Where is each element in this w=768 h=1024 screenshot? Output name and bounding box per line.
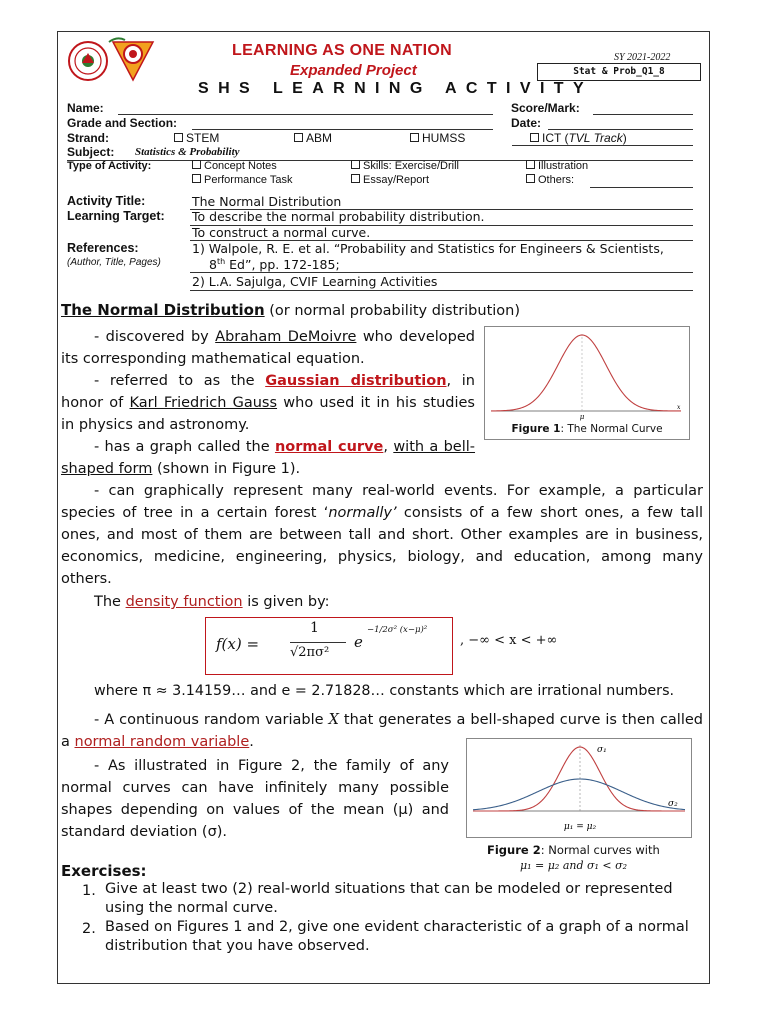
paragraph-normal-random-variable: - A continuous random variable X that generates a bell-shaped curve is then called a normal random variable. [61,712,703,750]
density-formula [205,617,453,675]
name-label: Name: [67,101,104,115]
grade-section-field[interactable] [192,129,493,130]
date-label: Date: [511,116,542,130]
score-field[interactable] [593,114,693,115]
paragraph-real-world: - can graphically represent many real-world events. For example, a particular species of tree in a certain forest ‘normally’ consists of a few short ones, a few tall ones, and most of them are between tall and short. Other examples are in business, economics, medicine, engineering, physics, biology, and education, among many others. [61,483,703,587]
sigma-1-label: σ₁ [597,745,607,755]
figure-2-caption: Figure 2: Normal curves with [487,843,660,857]
figure-2 [466,738,692,838]
paragraph-discovered: - discovered by Abraham DeMoivre who developed its corresponding mathematical equation. [61,329,476,367]
density-intro: The density function is given by: [94,594,330,610]
checkbox-icon [410,133,419,142]
formula-denominator: √2πσ² [290,645,330,660]
activity-title: The Normal Distribution [192,194,342,209]
reference-1-line-1: 1) Walpole, R. E. et al. “Probability and Statistics for Engineers & Scientists, [192,241,664,256]
x-label: x [677,404,681,411]
learning-target-label: Learning Target: [67,209,165,223]
exercise-number: 1. [82,883,96,899]
sigma-2-label: σ₂ [668,799,678,809]
learning-target-2: To construct a normal curve. [192,225,371,240]
main-title: SHS LEARNING ACTIVITY [198,80,594,97]
references-label: References: [67,241,139,255]
formula-domain: , −∞ < x < +∞ [460,633,558,648]
exercise-item: Give at least two (2) real-world situations that can be modeled or represented using the normal curve. [105,881,673,916]
score-label: Score/Mark: [511,101,580,115]
checkbox-icon [526,174,535,183]
date-field[interactable] [548,129,693,130]
activity-code: Stat & Prob_Q1_8 [537,63,701,81]
division-logo-icon [107,36,159,82]
others-field[interactable] [590,187,693,188]
formula-exponent: −1/2σ² (x−μ)² [367,625,428,635]
references-note: (Author, Title, Pages) [67,257,161,268]
reference-2: 2) L.A. Sajulga, CVIF Learning Activities [192,274,438,289]
strand-underline [512,145,693,146]
strand-abm[interactable]: ABM [294,131,332,145]
strand-stem[interactable]: STEM [174,131,219,145]
two-normal-curves-graph [467,739,691,837]
strand-label: Strand: [67,131,109,145]
reference-1-line-2: 8th Ed”, pp. 172-185; [209,257,340,273]
mu-equal-label: μ₁ = μ₂ [563,822,597,832]
name-field[interactable] [118,114,493,115]
grade-section-label: Grade and Section: [67,116,178,130]
type-performance-task[interactable]: Performance Task [192,174,292,186]
normal-curve [491,335,681,411]
figure-1 [484,326,690,440]
divider [190,290,693,291]
formula-lhs: f(x) = [216,635,260,653]
figure-1-caption: Figure 1: The Normal Curve [511,423,663,435]
checkbox-icon [526,160,535,169]
formula-numerator: 1 [310,620,319,636]
subject-label: Subject: [67,145,115,159]
type-others[interactable]: Others: [526,174,574,186]
exercise-item: Based on Figures 1 and 2, give one evident characteristic of a graph of a normal distribution that you have observed. [105,919,689,954]
section-heading: The Normal Distribution (or normal probability distribution) [61,301,521,319]
project-title: Expanded Project [290,62,417,79]
school-seal-icon [67,40,109,82]
learning-target-1: To describe the normal probability distribution. [192,209,485,224]
checkbox-icon [174,133,183,142]
school-year: SY 2021-2022 [614,52,671,63]
formula-e: e [354,633,363,651]
checkbox-icon [351,160,360,169]
checkbox-icon [530,133,539,142]
strand-humss[interactable]: HUMSS [410,131,465,145]
normal-curve-sigma-2 [473,779,685,810]
activity-title-label: Activity Title: [67,194,146,208]
paragraph-family-of-curves: - As illustrated in Figure 2, the family of any normal curves can have infinitely many possible shapes depending on values of the mean (μ) and standard deviation (σ). [61,758,449,840]
type-essay-report[interactable]: Essay/Report [351,174,429,186]
subject-value: Statistics & Probability [135,146,240,158]
figure-2-caption-line-2: μ₁ = μ₂ and σ₁ < σ₂ [520,859,628,872]
type-concept-notes[interactable]: Concept Notes [192,160,277,172]
fraction-bar [290,642,346,643]
checkbox-icon [192,174,201,183]
strand-ict[interactable]: ICT (TVL Track) [530,131,627,145]
exercise-number: 2. [82,921,96,937]
exercises-title: Exercises: [61,862,147,880]
constants-text: where π ≈ 3.14159… and e = 2.71828… constants which are irrational numbers. [94,683,675,699]
paragraph-gaussian: - referred to as the Gaussian distribution, in honor of Karl Friedrich Gauss who used it in his studies in physics and astronomy. [61,373,475,433]
mu-label: μ [579,413,585,421]
type-illustration[interactable]: Illustration [526,160,588,172]
org-title: LEARNING AS ONE NATION [232,42,452,59]
type-label: Type of Activity: [67,160,152,172]
type-skills[interactable]: Skills: Exercise/Drill [351,160,459,172]
checkbox-icon [294,133,303,142]
checkbox-icon [351,174,360,183]
checkbox-icon [192,160,201,169]
divider [190,272,693,273]
paragraph-normal-curve: - has a graph called the normal curve, with a bell-shaped form (shown in Figure 1). [61,439,476,477]
